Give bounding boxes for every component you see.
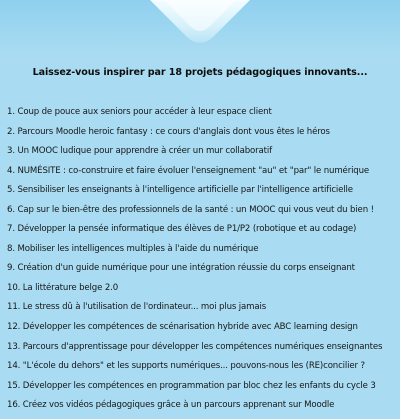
list-item: 8. Mobiliser les intelligences multiples à l'aide du numérique [7, 243, 259, 254]
list-item: 14. "L'école du dehors" et les supports numériques... pouvons-nous les (RE)concilier ? [7, 361, 365, 372]
list-item: 16. Créez vos vidéos pédagogiques grâce à un parcours apprenant sur Moodle [7, 400, 335, 411]
decorative-banner-shape [0, 0, 400, 54]
page-headline: Laissez-vous inspirer par 18 projets pédagogiques innovants... [32, 67, 368, 78]
list-item: 4. NUMÉSITE : co-construire et faire évoluer l'enseignement "au" et "par" le numérique [7, 165, 370, 176]
list-item: 5. Sensibiliser les enseignants à l'intelligence artificielle par l'intelligence artificielle [7, 185, 353, 196]
list-item: 10. La littérature belge 2.0 [7, 282, 119, 293]
list-item: 11. Le stress dû à l'utilisation de l'ordinateur... moi plus jamais [7, 302, 267, 313]
list-item: 13. Parcours d'apprentissage pour développer les compétences numériques enseignantes [7, 341, 383, 352]
list-item: 9. Création d'un guide numérique pour une intégration réussie du corps enseignant [7, 263, 355, 274]
list-item: 7. Développer la pensée informatique des élèves de P1/P2 (robotique et au codage) [7, 224, 357, 235]
list-item: 1. Coup de pouce aux seniors pour accéder à leur espace client [7, 107, 272, 117]
list-item: 12. Développer les compétences de scénarisation hybride avec ABC learning design [7, 322, 358, 333]
list-item: 2. Parcours Moodle heroic fantasy : ce cours d'anglais dont vous êtes le héros [7, 126, 330, 137]
project-list [7, 106, 400, 419]
list-item: 3. Un MOOC ludique pour apprendre à créer un mur collaboratif [7, 146, 272, 157]
list-item: 15. Développer les compétences en programmation par bloc chez les enfants du cycle 3 [7, 380, 376, 391]
list-item: 6. Cap sur le bien-être des professionnels de la santé : un MOOC qui vous veut du bien ! [7, 204, 374, 215]
